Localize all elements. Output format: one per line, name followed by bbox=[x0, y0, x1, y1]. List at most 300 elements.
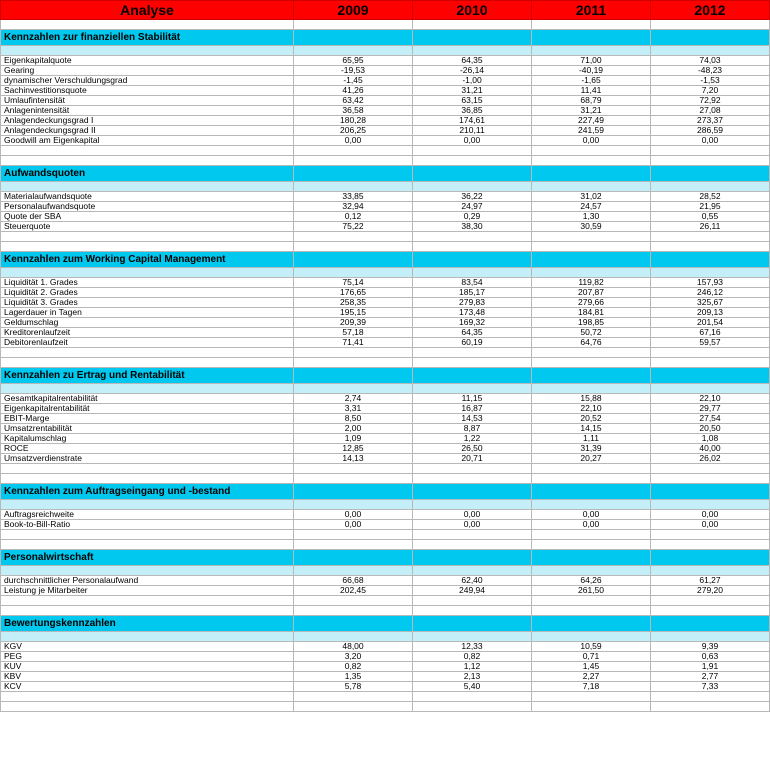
section-empty-cell[interactable] bbox=[532, 368, 651, 384]
empty-cell[interactable] bbox=[413, 358, 532, 368]
metric-value-2012[interactable]: 61,27 bbox=[651, 576, 770, 586]
metric-value-2010[interactable]: 249,94 bbox=[413, 586, 532, 596]
metric-value-2009[interactable]: 41,26 bbox=[294, 86, 413, 96]
metric-label[interactable]: Gesamtkapitalrentabilität bbox=[1, 394, 294, 404]
empty-cell[interactable] bbox=[413, 268, 532, 278]
metric-value-2010[interactable]: 24,97 bbox=[413, 202, 532, 212]
empty-cell[interactable] bbox=[651, 530, 770, 540]
empty-cell[interactable] bbox=[413, 692, 532, 702]
empty-cell[interactable] bbox=[532, 596, 651, 606]
metric-value-2009[interactable]: 3,20 bbox=[294, 652, 413, 662]
empty-cell[interactable] bbox=[1, 464, 294, 474]
section-empty-cell[interactable] bbox=[294, 550, 413, 566]
empty-cell[interactable] bbox=[294, 464, 413, 474]
metric-label[interactable]: PEG bbox=[1, 652, 294, 662]
empty-cell[interactable] bbox=[651, 348, 770, 358]
section-empty-cell[interactable] bbox=[294, 368, 413, 384]
metric-value-2012[interactable]: 0,00 bbox=[651, 510, 770, 520]
empty-cell[interactable] bbox=[651, 242, 770, 252]
metric-value-2012[interactable]: 325,67 bbox=[651, 298, 770, 308]
empty-cell[interactable] bbox=[1, 242, 294, 252]
empty-cell[interactable] bbox=[532, 702, 651, 712]
metric-value-2010[interactable]: 36,22 bbox=[413, 192, 532, 202]
empty-cell[interactable] bbox=[413, 500, 532, 510]
metric-value-2012[interactable]: 2,77 bbox=[651, 672, 770, 682]
metric-value-2011[interactable]: 279,66 bbox=[532, 298, 651, 308]
section-empty-cell[interactable] bbox=[413, 368, 532, 384]
empty-cell[interactable] bbox=[651, 540, 770, 550]
section-empty-cell[interactable] bbox=[532, 616, 651, 632]
metric-value-2012[interactable]: 29,77 bbox=[651, 404, 770, 414]
empty-cell[interactable] bbox=[651, 474, 770, 484]
metric-value-2009[interactable]: -19,53 bbox=[294, 66, 413, 76]
metric-value-2009[interactable]: 1,09 bbox=[294, 434, 413, 444]
metric-label[interactable]: Eigenkapitalquote bbox=[1, 56, 294, 66]
empty-cell[interactable] bbox=[1, 500, 294, 510]
metric-value-2009[interactable]: 0,12 bbox=[294, 212, 413, 222]
metric-label[interactable]: Liquidität 2. Grades bbox=[1, 288, 294, 298]
metric-value-2011[interactable]: 7,18 bbox=[532, 682, 651, 692]
metric-value-2011[interactable]: 71,00 bbox=[532, 56, 651, 66]
metric-value-2009[interactable]: 65,95 bbox=[294, 56, 413, 66]
metric-label[interactable]: Kreditorenlaufzeit bbox=[1, 328, 294, 338]
metric-value-2011[interactable]: 31,21 bbox=[532, 106, 651, 116]
empty-cell[interactable] bbox=[413, 182, 532, 192]
empty-cell[interactable] bbox=[1, 46, 294, 56]
metric-value-2009[interactable]: 209,39 bbox=[294, 318, 413, 328]
metric-value-2011[interactable]: 1,11 bbox=[532, 434, 651, 444]
metric-value-2012[interactable]: 209,13 bbox=[651, 308, 770, 318]
empty-cell[interactable] bbox=[1, 540, 294, 550]
section-empty-cell[interactable] bbox=[651, 368, 770, 384]
empty-cell[interactable] bbox=[532, 530, 651, 540]
metric-value-2010[interactable]: 64,35 bbox=[413, 56, 532, 66]
metric-value-2012[interactable]: 7,20 bbox=[651, 86, 770, 96]
metric-value-2009[interactable]: 0,00 bbox=[294, 136, 413, 146]
metric-value-2010[interactable]: 63,15 bbox=[413, 96, 532, 106]
section-title[interactable]: Kennzahlen zum Working Capital Management bbox=[1, 252, 294, 268]
metric-value-2011[interactable]: 20,52 bbox=[532, 414, 651, 424]
metric-value-2011[interactable]: 50,72 bbox=[532, 328, 651, 338]
section-empty-cell[interactable] bbox=[651, 252, 770, 268]
empty-cell[interactable] bbox=[294, 632, 413, 642]
metric-value-2009[interactable]: 48,00 bbox=[294, 642, 413, 652]
metric-value-2009[interactable]: 0,00 bbox=[294, 510, 413, 520]
metric-value-2011[interactable]: 119,82 bbox=[532, 278, 651, 288]
metric-value-2012[interactable]: 74,03 bbox=[651, 56, 770, 66]
empty-cell[interactable] bbox=[532, 232, 651, 242]
metric-value-2010[interactable]: 0,82 bbox=[413, 652, 532, 662]
empty-cell[interactable] bbox=[651, 596, 770, 606]
metric-value-2010[interactable]: 38,30 bbox=[413, 222, 532, 232]
empty-cell[interactable] bbox=[1, 146, 294, 156]
empty-cell[interactable] bbox=[413, 464, 532, 474]
empty-cell[interactable] bbox=[294, 702, 413, 712]
section-empty-cell[interactable] bbox=[651, 550, 770, 566]
empty-cell[interactable] bbox=[532, 146, 651, 156]
metric-label[interactable]: Sachinvestitionsquote bbox=[1, 86, 294, 96]
metric-value-2010[interactable]: 14,53 bbox=[413, 414, 532, 424]
metric-value-2011[interactable]: 10,59 bbox=[532, 642, 651, 652]
metric-value-2012[interactable]: 26,02 bbox=[651, 454, 770, 464]
empty-cell[interactable] bbox=[413, 146, 532, 156]
empty-cell[interactable] bbox=[1, 566, 294, 576]
empty-cell[interactable] bbox=[532, 156, 651, 166]
section-empty-cell[interactable] bbox=[532, 252, 651, 268]
metric-label[interactable]: Anlagendeckungsgrad II bbox=[1, 126, 294, 136]
metric-value-2011[interactable]: 22,10 bbox=[532, 404, 651, 414]
empty-cell[interactable] bbox=[413, 20, 532, 30]
metric-value-2009[interactable]: 14,13 bbox=[294, 454, 413, 464]
metric-value-2012[interactable]: 59,57 bbox=[651, 338, 770, 348]
empty-cell[interactable] bbox=[294, 500, 413, 510]
empty-cell[interactable] bbox=[413, 242, 532, 252]
metric-label[interactable]: Geldumschlag bbox=[1, 318, 294, 328]
metric-value-2009[interactable]: 75,14 bbox=[294, 278, 413, 288]
metric-value-2011[interactable]: 14,15 bbox=[532, 424, 651, 434]
empty-cell[interactable] bbox=[413, 596, 532, 606]
empty-cell[interactable] bbox=[1, 384, 294, 394]
empty-cell[interactable] bbox=[532, 500, 651, 510]
metric-value-2012[interactable]: 27,54 bbox=[651, 414, 770, 424]
metric-value-2011[interactable]: 20,27 bbox=[532, 454, 651, 464]
empty-cell[interactable] bbox=[1, 632, 294, 642]
metric-value-2012[interactable]: 246,12 bbox=[651, 288, 770, 298]
metric-value-2012[interactable]: 273,37 bbox=[651, 116, 770, 126]
empty-cell[interactable] bbox=[532, 474, 651, 484]
empty-cell[interactable] bbox=[294, 606, 413, 616]
metric-label[interactable]: Debitorenlaufzeit bbox=[1, 338, 294, 348]
empty-cell[interactable] bbox=[651, 146, 770, 156]
section-empty-cell[interactable] bbox=[294, 484, 413, 500]
empty-cell[interactable] bbox=[532, 384, 651, 394]
metric-value-2010[interactable]: 26,50 bbox=[413, 444, 532, 454]
metric-value-2009[interactable]: 202,45 bbox=[294, 586, 413, 596]
metric-value-2012[interactable]: 0,55 bbox=[651, 212, 770, 222]
metric-label[interactable]: Auftragsreichweite bbox=[1, 510, 294, 520]
metric-value-2010[interactable]: 169,32 bbox=[413, 318, 532, 328]
metric-value-2009[interactable]: 0,82 bbox=[294, 662, 413, 672]
empty-cell[interactable] bbox=[651, 46, 770, 56]
metric-value-2009[interactable]: 12,85 bbox=[294, 444, 413, 454]
metric-value-2011[interactable]: 2,27 bbox=[532, 672, 651, 682]
empty-cell[interactable] bbox=[532, 242, 651, 252]
metric-value-2010[interactable]: 279,83 bbox=[413, 298, 532, 308]
metric-value-2010[interactable]: 1,12 bbox=[413, 662, 532, 672]
metric-value-2011[interactable]: 31,39 bbox=[532, 444, 651, 454]
section-empty-cell[interactable] bbox=[532, 484, 651, 500]
empty-cell[interactable] bbox=[651, 464, 770, 474]
empty-cell[interactable] bbox=[294, 20, 413, 30]
empty-cell[interactable] bbox=[532, 20, 651, 30]
empty-cell[interactable] bbox=[1, 268, 294, 278]
header-year-2010-cell[interactable]: 2010 bbox=[413, 1, 532, 20]
metric-value-2011[interactable]: 0,71 bbox=[532, 652, 651, 662]
empty-cell[interactable] bbox=[1, 358, 294, 368]
metric-value-2012[interactable]: 201,54 bbox=[651, 318, 770, 328]
metric-value-2011[interactable]: 184,81 bbox=[532, 308, 651, 318]
section-title[interactable]: Aufwandsquoten bbox=[1, 166, 294, 182]
empty-cell[interactable] bbox=[294, 348, 413, 358]
metric-value-2010[interactable]: 210,11 bbox=[413, 126, 532, 136]
empty-cell[interactable] bbox=[651, 384, 770, 394]
empty-cell[interactable] bbox=[294, 242, 413, 252]
empty-cell[interactable] bbox=[413, 632, 532, 642]
metric-value-2010[interactable]: 12,33 bbox=[413, 642, 532, 652]
metric-label[interactable]: Liquidität 3. Grades bbox=[1, 298, 294, 308]
empty-cell[interactable] bbox=[1, 156, 294, 166]
metric-value-2010[interactable]: 0,00 bbox=[413, 510, 532, 520]
empty-cell[interactable] bbox=[1, 692, 294, 702]
empty-cell[interactable] bbox=[651, 500, 770, 510]
metric-value-2009[interactable]: 63,42 bbox=[294, 96, 413, 106]
metric-value-2009[interactable]: 71,41 bbox=[294, 338, 413, 348]
metric-label[interactable]: KUV bbox=[1, 662, 294, 672]
empty-cell[interactable] bbox=[651, 702, 770, 712]
metric-value-2012[interactable]: 0,63 bbox=[651, 652, 770, 662]
metric-value-2010[interactable]: 20,71 bbox=[413, 454, 532, 464]
header-analyse-cell[interactable]: Analyse bbox=[1, 1, 294, 20]
empty-cell[interactable] bbox=[294, 268, 413, 278]
metric-value-2012[interactable]: 72,92 bbox=[651, 96, 770, 106]
metric-label[interactable]: Goodwill am Eigenkapital bbox=[1, 136, 294, 146]
metric-value-2011[interactable]: 15,88 bbox=[532, 394, 651, 404]
section-empty-cell[interactable] bbox=[294, 252, 413, 268]
metric-label[interactable]: KBV bbox=[1, 672, 294, 682]
metric-label[interactable]: Liquidität 1. Grades bbox=[1, 278, 294, 288]
metric-value-2012[interactable]: 40,00 bbox=[651, 444, 770, 454]
section-empty-cell[interactable] bbox=[651, 166, 770, 182]
metric-value-2010[interactable]: 62,40 bbox=[413, 576, 532, 586]
section-empty-cell[interactable] bbox=[294, 616, 413, 632]
metric-value-2009[interactable]: -1,45 bbox=[294, 76, 413, 86]
empty-cell[interactable] bbox=[413, 474, 532, 484]
section-empty-cell[interactable] bbox=[651, 484, 770, 500]
metric-value-2010[interactable]: 185,17 bbox=[413, 288, 532, 298]
metric-value-2012[interactable]: 1,91 bbox=[651, 662, 770, 672]
section-title[interactable]: Kennzahlen zu Ertrag und Rentabilität bbox=[1, 368, 294, 384]
header-year-2009-cell[interactable]: 2009 bbox=[294, 1, 413, 20]
empty-cell[interactable] bbox=[413, 540, 532, 550]
empty-cell[interactable] bbox=[651, 182, 770, 192]
empty-cell[interactable] bbox=[1, 182, 294, 192]
metric-value-2010[interactable]: 0,00 bbox=[413, 136, 532, 146]
metric-value-2012[interactable]: 286,59 bbox=[651, 126, 770, 136]
metric-value-2010[interactable]: 174,61 bbox=[413, 116, 532, 126]
metric-value-2011[interactable]: 207,87 bbox=[532, 288, 651, 298]
metric-value-2009[interactable]: 180,28 bbox=[294, 116, 413, 126]
metric-label[interactable]: Leistung je Mitarbeiter bbox=[1, 586, 294, 596]
metric-value-2011[interactable]: 198,85 bbox=[532, 318, 651, 328]
metric-label[interactable]: Umsatzverdienstrate bbox=[1, 454, 294, 464]
metric-value-2009[interactable]: 195,15 bbox=[294, 308, 413, 318]
empty-cell[interactable] bbox=[294, 384, 413, 394]
metric-value-2012[interactable]: 21,95 bbox=[651, 202, 770, 212]
metric-value-2010[interactable]: 31,21 bbox=[413, 86, 532, 96]
metric-label[interactable]: ROCE bbox=[1, 444, 294, 454]
empty-cell[interactable] bbox=[532, 348, 651, 358]
empty-cell[interactable] bbox=[413, 566, 532, 576]
metric-value-2011[interactable]: 68,79 bbox=[532, 96, 651, 106]
empty-cell[interactable] bbox=[413, 348, 532, 358]
empty-cell[interactable] bbox=[532, 566, 651, 576]
empty-cell[interactable] bbox=[413, 530, 532, 540]
metric-label[interactable]: Gearing bbox=[1, 66, 294, 76]
section-empty-cell[interactable] bbox=[413, 252, 532, 268]
header-year-2012-cell[interactable]: 2012 bbox=[651, 1, 770, 20]
section-empty-cell[interactable] bbox=[413, 616, 532, 632]
empty-cell[interactable] bbox=[651, 632, 770, 642]
section-empty-cell[interactable] bbox=[294, 166, 413, 182]
empty-cell[interactable] bbox=[1, 596, 294, 606]
empty-cell[interactable] bbox=[294, 182, 413, 192]
metric-label[interactable]: Anlagenintensität bbox=[1, 106, 294, 116]
empty-cell[interactable] bbox=[294, 156, 413, 166]
empty-cell[interactable] bbox=[532, 46, 651, 56]
metric-label[interactable]: Steuerquote bbox=[1, 222, 294, 232]
metric-value-2011[interactable]: -40,19 bbox=[532, 66, 651, 76]
metric-label[interactable]: durchschnittlicher Personalaufwand bbox=[1, 576, 294, 586]
metric-label[interactable]: Anlagendeckungsgrad I bbox=[1, 116, 294, 126]
metric-label[interactable]: Book-to-Bill-Ratio bbox=[1, 520, 294, 530]
metric-label[interactable]: KGV bbox=[1, 642, 294, 652]
empty-cell[interactable] bbox=[294, 146, 413, 156]
metric-value-2011[interactable]: 0,00 bbox=[532, 136, 651, 146]
empty-cell[interactable] bbox=[294, 530, 413, 540]
metric-value-2011[interactable]: 64,76 bbox=[532, 338, 651, 348]
metric-value-2010[interactable]: 0,29 bbox=[413, 212, 532, 222]
empty-cell[interactable] bbox=[413, 232, 532, 242]
metric-value-2011[interactable]: 241,59 bbox=[532, 126, 651, 136]
metric-value-2009[interactable]: 5,78 bbox=[294, 682, 413, 692]
metric-value-2011[interactable]: 31,02 bbox=[532, 192, 651, 202]
metric-label[interactable]: Kapitalumschlag bbox=[1, 434, 294, 444]
metric-value-2009[interactable]: 258,35 bbox=[294, 298, 413, 308]
empty-cell[interactable] bbox=[651, 268, 770, 278]
metric-value-2010[interactable]: 8,87 bbox=[413, 424, 532, 434]
empty-cell[interactable] bbox=[532, 632, 651, 642]
header-year-2011-cell[interactable]: 2011 bbox=[532, 1, 651, 20]
section-title[interactable]: Kennzahlen zur finanziellen Stabilität bbox=[1, 30, 294, 46]
metric-value-2010[interactable]: 60,19 bbox=[413, 338, 532, 348]
metric-value-2010[interactable]: 83,54 bbox=[413, 278, 532, 288]
metric-label[interactable]: Lagerdauer in Tagen bbox=[1, 308, 294, 318]
metric-value-2012[interactable]: 22,10 bbox=[651, 394, 770, 404]
empty-cell[interactable] bbox=[1, 348, 294, 358]
metric-value-2009[interactable]: 32,94 bbox=[294, 202, 413, 212]
empty-cell[interactable] bbox=[532, 268, 651, 278]
metric-value-2012[interactable]: -1,53 bbox=[651, 76, 770, 86]
metric-label[interactable]: Eigenkapitalrentabilität bbox=[1, 404, 294, 414]
section-empty-cell[interactable] bbox=[532, 166, 651, 182]
metric-value-2011[interactable]: 0,00 bbox=[532, 510, 651, 520]
metric-value-2011[interactable]: -1,65 bbox=[532, 76, 651, 86]
metric-value-2009[interactable]: 1,35 bbox=[294, 672, 413, 682]
empty-cell[interactable] bbox=[413, 384, 532, 394]
metric-value-2012[interactable]: -48,23 bbox=[651, 66, 770, 76]
empty-cell[interactable] bbox=[651, 606, 770, 616]
metric-value-2011[interactable]: 11,41 bbox=[532, 86, 651, 96]
metric-value-2012[interactable]: 26,11 bbox=[651, 222, 770, 232]
empty-cell[interactable] bbox=[413, 156, 532, 166]
metric-label[interactable]: EBIT-Marge bbox=[1, 414, 294, 424]
metric-label[interactable]: dynamischer Verschuldungsgrad bbox=[1, 76, 294, 86]
empty-cell[interactable] bbox=[532, 358, 651, 368]
metric-value-2009[interactable]: 36,58 bbox=[294, 106, 413, 116]
metric-value-2010[interactable]: 36,85 bbox=[413, 106, 532, 116]
empty-cell[interactable] bbox=[651, 692, 770, 702]
empty-cell[interactable] bbox=[532, 692, 651, 702]
metric-value-2009[interactable]: 3,31 bbox=[294, 404, 413, 414]
empty-cell[interactable] bbox=[413, 702, 532, 712]
metric-label[interactable]: KCV bbox=[1, 682, 294, 692]
empty-cell[interactable] bbox=[1, 232, 294, 242]
metric-value-2009[interactable]: 33,85 bbox=[294, 192, 413, 202]
empty-cell[interactable] bbox=[532, 606, 651, 616]
empty-cell[interactable] bbox=[651, 358, 770, 368]
metric-value-2010[interactable]: 1,22 bbox=[413, 434, 532, 444]
empty-cell[interactable] bbox=[532, 540, 651, 550]
empty-cell[interactable] bbox=[413, 46, 532, 56]
section-empty-cell[interactable] bbox=[532, 550, 651, 566]
section-empty-cell[interactable] bbox=[651, 30, 770, 46]
metric-value-2009[interactable]: 66,68 bbox=[294, 576, 413, 586]
section-empty-cell[interactable] bbox=[413, 166, 532, 182]
metric-value-2012[interactable]: 157,93 bbox=[651, 278, 770, 288]
metric-value-2012[interactable]: 0,00 bbox=[651, 136, 770, 146]
empty-cell[interactable] bbox=[651, 20, 770, 30]
metric-label[interactable]: Umlaufintensität bbox=[1, 96, 294, 106]
metric-label[interactable]: Umsatzrentabilität bbox=[1, 424, 294, 434]
metric-value-2010[interactable]: -26,14 bbox=[413, 66, 532, 76]
metric-value-2012[interactable]: 27,08 bbox=[651, 106, 770, 116]
metric-value-2011[interactable]: 24,57 bbox=[532, 202, 651, 212]
empty-cell[interactable] bbox=[651, 566, 770, 576]
metric-value-2012[interactable]: 28,52 bbox=[651, 192, 770, 202]
metric-value-2009[interactable]: 0,00 bbox=[294, 520, 413, 530]
metric-value-2011[interactable]: 261,50 bbox=[532, 586, 651, 596]
metric-value-2009[interactable]: 2,00 bbox=[294, 424, 413, 434]
empty-cell[interactable] bbox=[532, 464, 651, 474]
section-title[interactable]: Kennzahlen zum Auftragseingang und -bestand bbox=[1, 484, 294, 500]
metric-value-2010[interactable]: 64,35 bbox=[413, 328, 532, 338]
empty-cell[interactable] bbox=[294, 692, 413, 702]
metric-value-2009[interactable]: 206,25 bbox=[294, 126, 413, 136]
empty-cell[interactable] bbox=[294, 540, 413, 550]
empty-cell[interactable] bbox=[294, 358, 413, 368]
metric-value-2009[interactable]: 176,65 bbox=[294, 288, 413, 298]
section-empty-cell[interactable] bbox=[413, 30, 532, 46]
metric-value-2011[interactable]: 30,59 bbox=[532, 222, 651, 232]
metric-value-2012[interactable]: 1,08 bbox=[651, 434, 770, 444]
metric-value-2011[interactable]: 1,30 bbox=[532, 212, 651, 222]
empty-cell[interactable] bbox=[1, 606, 294, 616]
empty-cell[interactable] bbox=[294, 566, 413, 576]
empty-cell[interactable] bbox=[532, 182, 651, 192]
empty-cell[interactable] bbox=[1, 20, 294, 30]
empty-cell[interactable] bbox=[413, 606, 532, 616]
empty-cell[interactable] bbox=[651, 232, 770, 242]
section-title[interactable]: Bewertungskennzahlen bbox=[1, 616, 294, 632]
empty-cell[interactable] bbox=[1, 474, 294, 484]
metric-value-2010[interactable]: 0,00 bbox=[413, 520, 532, 530]
empty-cell[interactable] bbox=[294, 232, 413, 242]
metric-value-2011[interactable]: 227,49 bbox=[532, 116, 651, 126]
empty-cell[interactable] bbox=[1, 702, 294, 712]
metric-value-2010[interactable]: 5,40 bbox=[413, 682, 532, 692]
metric-value-2012[interactable]: 20,50 bbox=[651, 424, 770, 434]
metric-value-2012[interactable]: 0,00 bbox=[651, 520, 770, 530]
